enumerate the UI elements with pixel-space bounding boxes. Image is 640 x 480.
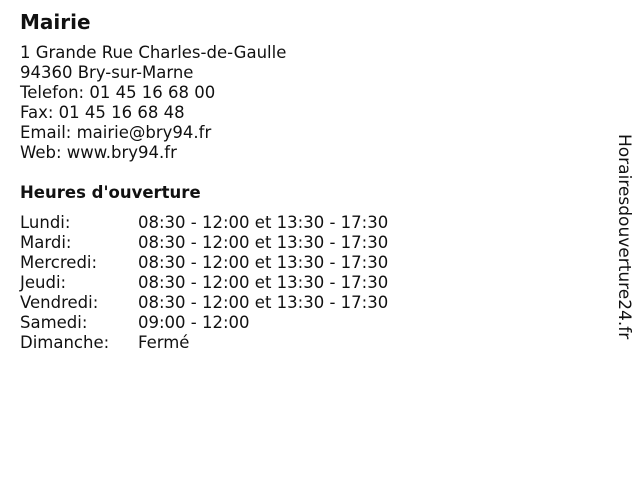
office-title: Mairie xyxy=(20,10,91,34)
hours-day: Dimanche: xyxy=(20,333,110,352)
hours-time: 08:30 - 12:00 et 13:30 - 17:30 xyxy=(138,213,389,232)
hours-time: 08:30 - 12:00 et 13:30 - 17:30 xyxy=(138,273,389,292)
brand-watermark: Horairesdouverture24.fr xyxy=(614,134,634,340)
hours-day: Samedi: xyxy=(20,313,88,332)
hours-day: Vendredi: xyxy=(20,293,99,312)
hours-row xyxy=(20,293,580,313)
address-street: 1 Grande Rue Charles-de-Gaulle xyxy=(20,43,287,62)
hours-row xyxy=(20,313,580,333)
hours-time: 08:30 - 12:00 et 13:30 - 17:30 xyxy=(138,233,389,252)
hours-time: 08:30 - 12:00 et 13:30 - 17:30 xyxy=(138,253,389,272)
address-city: 94360 Bry-sur-Marne xyxy=(20,63,194,82)
phone-number: Telefon: 01 45 16 68 00 xyxy=(20,83,216,102)
email-address: Email: mairie@bry94.fr xyxy=(20,123,212,142)
hours-row xyxy=(20,273,580,293)
hours-time: Fermé xyxy=(138,333,190,352)
hours-row xyxy=(20,253,580,273)
website-address: Web: www.bry94.fr xyxy=(20,143,177,162)
hours-row xyxy=(20,233,580,253)
opening-hours-heading: Heures d'ouverture xyxy=(20,183,201,202)
hours-row xyxy=(20,213,580,233)
hours-day: Jeudi: xyxy=(20,273,67,292)
hours-day: Mercredi: xyxy=(20,253,98,272)
hours-time: 09:00 - 12:00 xyxy=(138,313,250,332)
hours-row xyxy=(20,333,580,353)
hours-day: Mardi: xyxy=(20,233,72,252)
fax-number: Fax: 01 45 16 68 48 xyxy=(20,103,185,122)
office-card xyxy=(20,10,580,353)
hours-time: 08:30 - 12:00 et 13:30 - 17:30 xyxy=(138,293,389,312)
hours-day: Lundi: xyxy=(20,213,71,232)
